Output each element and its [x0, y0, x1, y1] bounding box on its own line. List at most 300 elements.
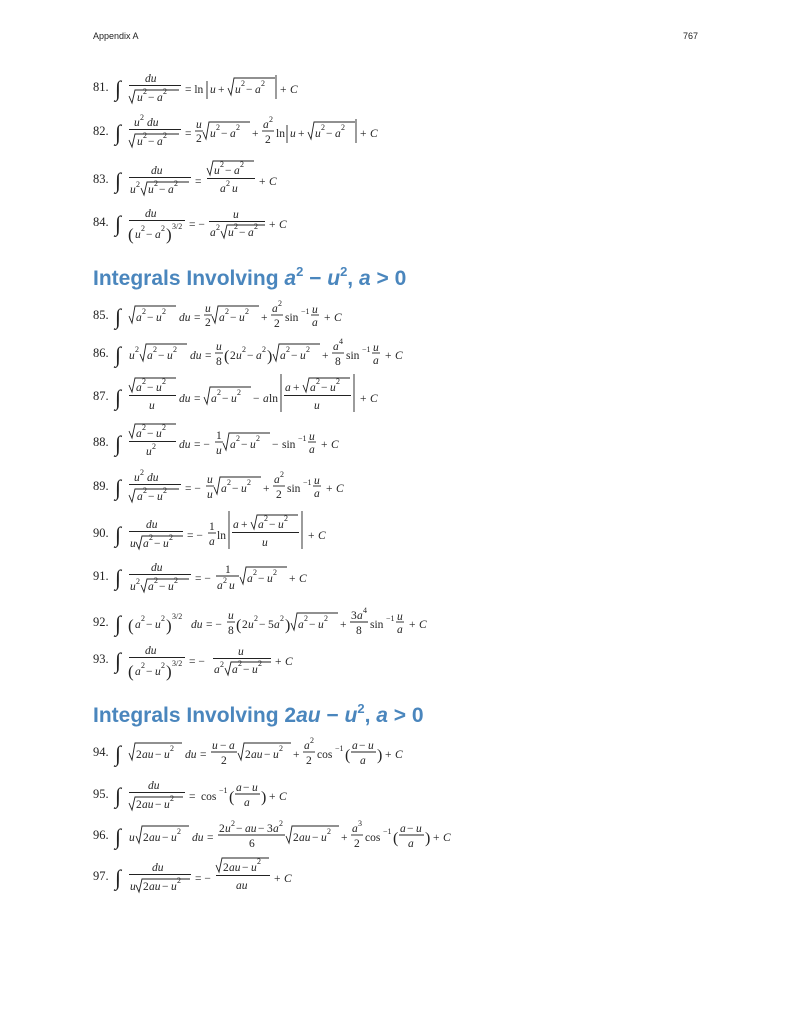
- svg-text:+: +: [280, 84, 287, 96]
- svg-text:au: au: [251, 749, 263, 761]
- svg-text:C: C: [419, 619, 427, 631]
- svg-text:u: u: [228, 610, 234, 622]
- svg-text:=: =: [200, 749, 207, 761]
- svg-text:−: −: [326, 128, 333, 140]
- svg-text:2: 2: [279, 744, 283, 753]
- svg-text:−: −: [242, 862, 249, 874]
- svg-text:−1: −1: [362, 345, 371, 354]
- svg-text:2: 2: [149, 533, 153, 542]
- svg-text:3: 3: [351, 610, 357, 622]
- svg-text:2: 2: [153, 345, 157, 354]
- svg-text:cos: cos: [317, 749, 333, 761]
- svg-text:u: u: [330, 382, 336, 394]
- svg-text:2: 2: [223, 576, 227, 585]
- svg-text:u: u: [157, 491, 163, 503]
- svg-text:a: a: [314, 488, 320, 500]
- svg-text:u: u: [171, 881, 177, 893]
- svg-text:u: u: [210, 84, 216, 96]
- svg-text:∫: ∫: [115, 76, 122, 101]
- svg-text:2: 2: [227, 478, 231, 487]
- svg-text:a: a: [244, 797, 250, 809]
- svg-text:+: +: [385, 749, 392, 761]
- svg-text:2: 2: [240, 160, 244, 169]
- svg-text:du: du: [148, 780, 160, 792]
- svg-text:2: 2: [140, 113, 144, 122]
- svg-text:): ): [166, 662, 172, 681]
- svg-text:−: −: [259, 619, 266, 631]
- formula-number: 91.: [93, 569, 109, 583]
- svg-text:−: −: [272, 439, 279, 451]
- formula-number: 84.: [93, 215, 109, 229]
- svg-text:): ): [377, 747, 383, 764]
- formula-expression: [115, 737, 475, 773]
- svg-text:−: −: [158, 350, 165, 362]
- svg-text:2: 2: [216, 123, 220, 132]
- svg-text:a: a: [304, 740, 310, 752]
- svg-text:−: −: [232, 483, 239, 495]
- svg-text:∫: ∫: [115, 741, 122, 766]
- svg-text:−: −: [243, 664, 250, 676]
- svg-text:−: −: [241, 439, 248, 451]
- svg-text:u: u: [300, 350, 306, 362]
- svg-text:2: 2: [354, 838, 360, 850]
- svg-text:∫: ∫: [115, 342, 122, 367]
- svg-text:2: 2: [219, 823, 225, 835]
- svg-text:3: 3: [267, 823, 273, 835]
- svg-text:−: −: [222, 393, 229, 405]
- svg-text:+: +: [360, 128, 367, 140]
- svg-text:2: 2: [241, 79, 245, 88]
- svg-text:2: 2: [321, 123, 325, 132]
- svg-text:a: a: [209, 536, 215, 548]
- svg-text:−: −: [221, 128, 228, 140]
- svg-text:a: a: [248, 227, 254, 239]
- svg-text:∫: ∫: [115, 565, 122, 590]
- formula-number: 82.: [93, 124, 109, 138]
- svg-text:a: a: [220, 183, 226, 195]
- svg-text:= −: = −: [189, 656, 205, 668]
- svg-text:2: 2: [341, 123, 345, 132]
- svg-text:2: 2: [162, 423, 166, 432]
- svg-text:−: −: [407, 823, 414, 835]
- svg-text:−: −: [159, 184, 166, 196]
- svg-text:−: −: [146, 229, 153, 241]
- svg-text:2: 2: [143, 87, 147, 96]
- formula-number: 94.: [93, 745, 109, 759]
- svg-text:2: 2: [141, 661, 145, 670]
- svg-text:u: u: [262, 537, 268, 549]
- svg-text:2: 2: [269, 115, 273, 124]
- svg-text:a: a: [309, 444, 315, 456]
- svg-text:∫: ∫: [115, 611, 122, 636]
- svg-text:du: du: [152, 862, 164, 874]
- svg-text:a: a: [233, 519, 239, 531]
- svg-text:u: u: [252, 664, 258, 676]
- svg-text:−: −: [148, 491, 155, 503]
- svg-text:u: u: [315, 128, 321, 140]
- svg-text:2: 2: [258, 659, 262, 668]
- svg-text:(: (: [224, 348, 230, 365]
- formula-expression: [115, 300, 415, 336]
- svg-text:2: 2: [142, 307, 146, 316]
- svg-text:2: 2: [174, 576, 178, 585]
- svg-text:u: u: [229, 580, 235, 592]
- svg-text:a: a: [255, 84, 261, 96]
- svg-text:(: (: [128, 662, 134, 681]
- formula-number: 86.: [93, 346, 109, 360]
- svg-text:2: 2: [254, 222, 258, 231]
- svg-text:u: u: [134, 117, 140, 129]
- svg-text:−: −: [291, 350, 298, 362]
- svg-text:2: 2: [220, 660, 224, 669]
- svg-text:2: 2: [265, 134, 271, 146]
- svg-text:au: au: [229, 862, 241, 874]
- svg-text:= −: = −: [185, 483, 201, 495]
- svg-text:2: 2: [143, 881, 149, 893]
- svg-text:3/2: 3/2: [172, 659, 183, 668]
- svg-text:du: du: [151, 165, 163, 177]
- svg-text:u: u: [130, 538, 136, 550]
- formula-number: 96.: [93, 828, 109, 842]
- svg-text:a: a: [408, 838, 414, 850]
- svg-text:u: u: [321, 832, 327, 844]
- svg-text:−: −: [269, 519, 276, 531]
- svg-text:u: u: [146, 446, 152, 458]
- svg-text:2: 2: [236, 123, 240, 132]
- svg-text:2: 2: [276, 489, 282, 501]
- svg-text:2: 2: [143, 832, 149, 844]
- svg-text:u: u: [236, 350, 242, 362]
- svg-text:∫: ∫: [115, 385, 122, 410]
- svg-text:C: C: [318, 530, 326, 542]
- svg-text:u: u: [239, 312, 245, 324]
- svg-text:u: u: [250, 439, 256, 451]
- svg-text:−: −: [162, 832, 169, 844]
- svg-text:2: 2: [242, 345, 246, 354]
- svg-text:u: u: [290, 128, 296, 140]
- svg-text:−: −: [225, 165, 232, 177]
- svg-text:2: 2: [324, 614, 328, 623]
- formula-expression: [115, 423, 415, 467]
- svg-text:−: −: [159, 581, 166, 593]
- svg-text:∫: ∫: [115, 475, 122, 500]
- svg-text:2: 2: [293, 832, 299, 844]
- svg-text:2: 2: [280, 470, 284, 479]
- svg-text:+: +: [409, 619, 416, 631]
- svg-text:2: 2: [161, 614, 165, 623]
- svg-text:a: a: [230, 439, 236, 451]
- svg-text:C: C: [370, 128, 378, 140]
- svg-text:−: −: [148, 136, 155, 148]
- svg-text:u: u: [232, 183, 238, 195]
- svg-text:2: 2: [306, 345, 310, 354]
- svg-text:+: +: [341, 832, 348, 844]
- formula-number: 95.: [93, 787, 109, 801]
- svg-text:C: C: [284, 873, 292, 885]
- svg-text:2: 2: [226, 179, 230, 188]
- svg-text:du: du: [145, 73, 157, 85]
- svg-text:2: 2: [141, 224, 145, 233]
- svg-text:+: +: [326, 483, 333, 495]
- svg-text:a: a: [400, 823, 406, 835]
- svg-text:C: C: [331, 439, 339, 451]
- running-header: Appendix A: [93, 31, 139, 41]
- svg-text:2: 2: [280, 614, 284, 623]
- svg-text:C: C: [285, 656, 293, 668]
- formula-expression: [115, 857, 415, 901]
- svg-text:a: a: [272, 303, 278, 315]
- svg-text:u: u: [137, 136, 143, 148]
- svg-text:2: 2: [245, 749, 251, 761]
- svg-text:+: +: [433, 832, 440, 844]
- svg-text:): ): [261, 789, 267, 806]
- formula-expression: [115, 561, 415, 597]
- formula-expression: [115, 607, 515, 643]
- svg-text:2: 2: [279, 819, 283, 828]
- svg-text:−: −: [247, 350, 254, 362]
- formula-number: 88.: [93, 435, 109, 449]
- svg-text:u: u: [267, 573, 273, 585]
- svg-text:−: −: [146, 666, 153, 678]
- svg-text:a: a: [221, 483, 227, 495]
- formula-expression: [115, 514, 415, 558]
- svg-text:−: −: [154, 538, 161, 550]
- svg-text:du: du: [192, 832, 204, 844]
- svg-text:2: 2: [286, 345, 290, 354]
- svg-text:au: au: [245, 823, 257, 835]
- svg-text:−: −: [155, 749, 162, 761]
- svg-text:u: u: [231, 393, 237, 405]
- svg-text:au: au: [142, 749, 154, 761]
- svg-text:2: 2: [169, 533, 173, 542]
- svg-text:2: 2: [216, 223, 220, 232]
- svg-text:= −: = −: [187, 530, 203, 542]
- formula-number: 97.: [93, 869, 109, 883]
- svg-text:8: 8: [335, 356, 341, 368]
- svg-text:u: u: [314, 475, 320, 487]
- svg-text:a: a: [333, 341, 339, 353]
- svg-text:sin: sin: [282, 439, 296, 451]
- svg-text:a: a: [258, 519, 264, 531]
- svg-text:u: u: [273, 749, 279, 761]
- formula-expression: [115, 377, 435, 421]
- svg-text:a: a: [234, 165, 240, 177]
- svg-text:+: +: [308, 530, 315, 542]
- svg-text:a: a: [373, 355, 379, 367]
- svg-text:u: u: [373, 342, 379, 354]
- svg-text:+: +: [269, 791, 276, 803]
- svg-text:(: (: [229, 789, 235, 806]
- svg-text:= −: = −: [195, 573, 211, 585]
- svg-text:2: 2: [135, 345, 139, 354]
- svg-text:a: a: [397, 624, 403, 636]
- svg-text:a: a: [273, 823, 279, 835]
- svg-text:+: +: [321, 439, 328, 451]
- formula-number: 89.: [93, 479, 109, 493]
- page-number: 767: [682, 31, 698, 41]
- svg-text:sin: sin: [285, 312, 299, 324]
- svg-text:a: a: [263, 393, 269, 405]
- formula-expression: [115, 779, 415, 815]
- svg-text:u: u: [129, 350, 135, 362]
- svg-text:2: 2: [254, 614, 258, 623]
- svg-text:a: a: [285, 382, 291, 394]
- svg-text:+: +: [241, 519, 248, 531]
- svg-text:2: 2: [136, 749, 142, 761]
- svg-text:2: 2: [161, 661, 165, 670]
- svg-text:2: 2: [306, 755, 312, 767]
- svg-text:u: u: [210, 128, 216, 140]
- svg-text:2: 2: [257, 857, 261, 866]
- svg-text:2: 2: [225, 307, 229, 316]
- svg-text:−: −: [258, 823, 265, 835]
- svg-text:1: 1: [225, 564, 231, 576]
- svg-text:2: 2: [154, 576, 158, 585]
- svg-text:−1: −1: [298, 434, 307, 443]
- svg-text:6: 6: [249, 838, 255, 850]
- svg-text:a: a: [135, 619, 141, 631]
- svg-text:a: a: [137, 491, 143, 503]
- svg-text:2: 2: [154, 179, 158, 188]
- svg-text:+: +: [360, 393, 367, 405]
- svg-text:2: 2: [170, 744, 174, 753]
- svg-text:du: du: [147, 117, 159, 129]
- svg-text:C: C: [370, 393, 378, 405]
- svg-text:du: du: [191, 619, 203, 631]
- svg-text:du: du: [146, 519, 158, 531]
- svg-text:−: −: [239, 227, 246, 239]
- svg-text:2: 2: [284, 514, 288, 523]
- svg-text:u: u: [248, 619, 254, 631]
- svg-text:2: 2: [161, 224, 165, 233]
- svg-text:3/2: 3/2: [172, 612, 183, 621]
- svg-text:2: 2: [274, 318, 280, 330]
- svg-text:a: a: [236, 782, 242, 794]
- svg-text:u: u: [241, 483, 247, 495]
- svg-text:+: +: [293, 749, 300, 761]
- svg-text:): ): [425, 830, 431, 847]
- svg-text:2: 2: [327, 827, 331, 836]
- svg-text:u: u: [216, 445, 222, 457]
- svg-text:−1: −1: [303, 478, 312, 487]
- svg-text:u: u: [167, 350, 173, 362]
- svg-text:a: a: [147, 350, 153, 362]
- svg-text:a: a: [274, 619, 280, 631]
- svg-text:2: 2: [245, 307, 249, 316]
- svg-text:u: u: [207, 489, 213, 501]
- svg-text:u: u: [163, 538, 169, 550]
- svg-text:u: u: [156, 312, 162, 324]
- svg-text:2: 2: [336, 377, 340, 386]
- svg-text:= −: = −: [189, 219, 205, 231]
- svg-text:a: a: [247, 573, 253, 585]
- svg-text:5: 5: [268, 619, 274, 631]
- svg-text:1: 1: [216, 430, 222, 442]
- svg-text:2: 2: [177, 876, 181, 885]
- svg-text:du: du: [190, 350, 202, 362]
- formula-expression: [115, 72, 375, 108]
- svg-text:u: u: [149, 400, 155, 412]
- svg-text:4: 4: [339, 337, 343, 346]
- svg-text:a: a: [298, 619, 304, 631]
- svg-text:(: (: [393, 830, 399, 847]
- svg-text:a: a: [335, 128, 341, 140]
- formula-number: 87.: [93, 389, 109, 403]
- svg-text:u: u: [238, 646, 244, 658]
- svg-text:+: +: [274, 873, 281, 885]
- svg-text:u: u: [130, 184, 136, 196]
- svg-text:C: C: [336, 483, 344, 495]
- svg-text:8: 8: [228, 625, 234, 637]
- svg-text:+: +: [261, 312, 268, 324]
- svg-text:(: (: [128, 225, 134, 244]
- svg-text:∫: ∫: [115, 431, 122, 456]
- svg-text:au: au: [149, 832, 161, 844]
- svg-text:cos: cos: [201, 791, 217, 803]
- svg-text:2: 2: [136, 799, 142, 811]
- svg-text:2: 2: [273, 568, 277, 577]
- formula-number: 93.: [93, 652, 109, 666]
- svg-text:=: =: [194, 312, 201, 324]
- svg-text:−: −: [230, 312, 237, 324]
- svg-text:C: C: [443, 832, 451, 844]
- svg-text:du: du: [179, 312, 191, 324]
- svg-text:−1: −1: [219, 786, 228, 795]
- svg-text:=: =: [194, 393, 201, 405]
- svg-text:+: +: [218, 84, 225, 96]
- svg-text:u: u: [216, 341, 222, 353]
- svg-text:−: −: [321, 382, 328, 394]
- svg-text:2: 2: [237, 388, 241, 397]
- svg-text:−: −: [162, 881, 169, 893]
- svg-text:= −: = −: [206, 619, 222, 631]
- svg-text:−: −: [236, 823, 243, 835]
- svg-text:u: u: [156, 428, 162, 440]
- svg-text:a: a: [310, 382, 316, 394]
- svg-text:a: a: [217, 580, 223, 592]
- svg-text:ln: ln: [269, 393, 278, 405]
- svg-text:u: u: [164, 749, 170, 761]
- formula-expression: [115, 338, 455, 374]
- svg-text:u: u: [314, 400, 320, 412]
- svg-text:−1: −1: [335, 744, 344, 753]
- svg-text:1: 1: [209, 521, 215, 533]
- svg-text:=: =: [205, 350, 212, 362]
- svg-text:du: du: [179, 393, 191, 405]
- svg-text:2: 2: [316, 377, 320, 386]
- svg-text:−: −: [148, 92, 155, 104]
- svg-text:−: −: [147, 428, 154, 440]
- svg-text:−: −: [147, 382, 154, 394]
- svg-text:u: u: [156, 382, 162, 394]
- svg-text:2: 2: [231, 819, 235, 828]
- svg-text:=: =: [195, 176, 202, 188]
- svg-text:∫: ∫: [115, 168, 122, 193]
- svg-text:8: 8: [216, 356, 222, 368]
- svg-text:a: a: [148, 581, 154, 593]
- svg-text:3/2: 3/2: [172, 222, 183, 231]
- svg-text:=: =: [189, 791, 196, 803]
- svg-text:−: −: [246, 84, 253, 96]
- svg-text:C: C: [290, 84, 298, 96]
- svg-text:+: +: [289, 573, 296, 585]
- svg-text:C: C: [395, 350, 403, 362]
- svg-text:au: au: [299, 832, 311, 844]
- svg-text:a: a: [232, 664, 238, 676]
- svg-text:2: 2: [163, 486, 167, 495]
- svg-text:2: 2: [173, 345, 177, 354]
- svg-text:a: a: [210, 227, 216, 239]
